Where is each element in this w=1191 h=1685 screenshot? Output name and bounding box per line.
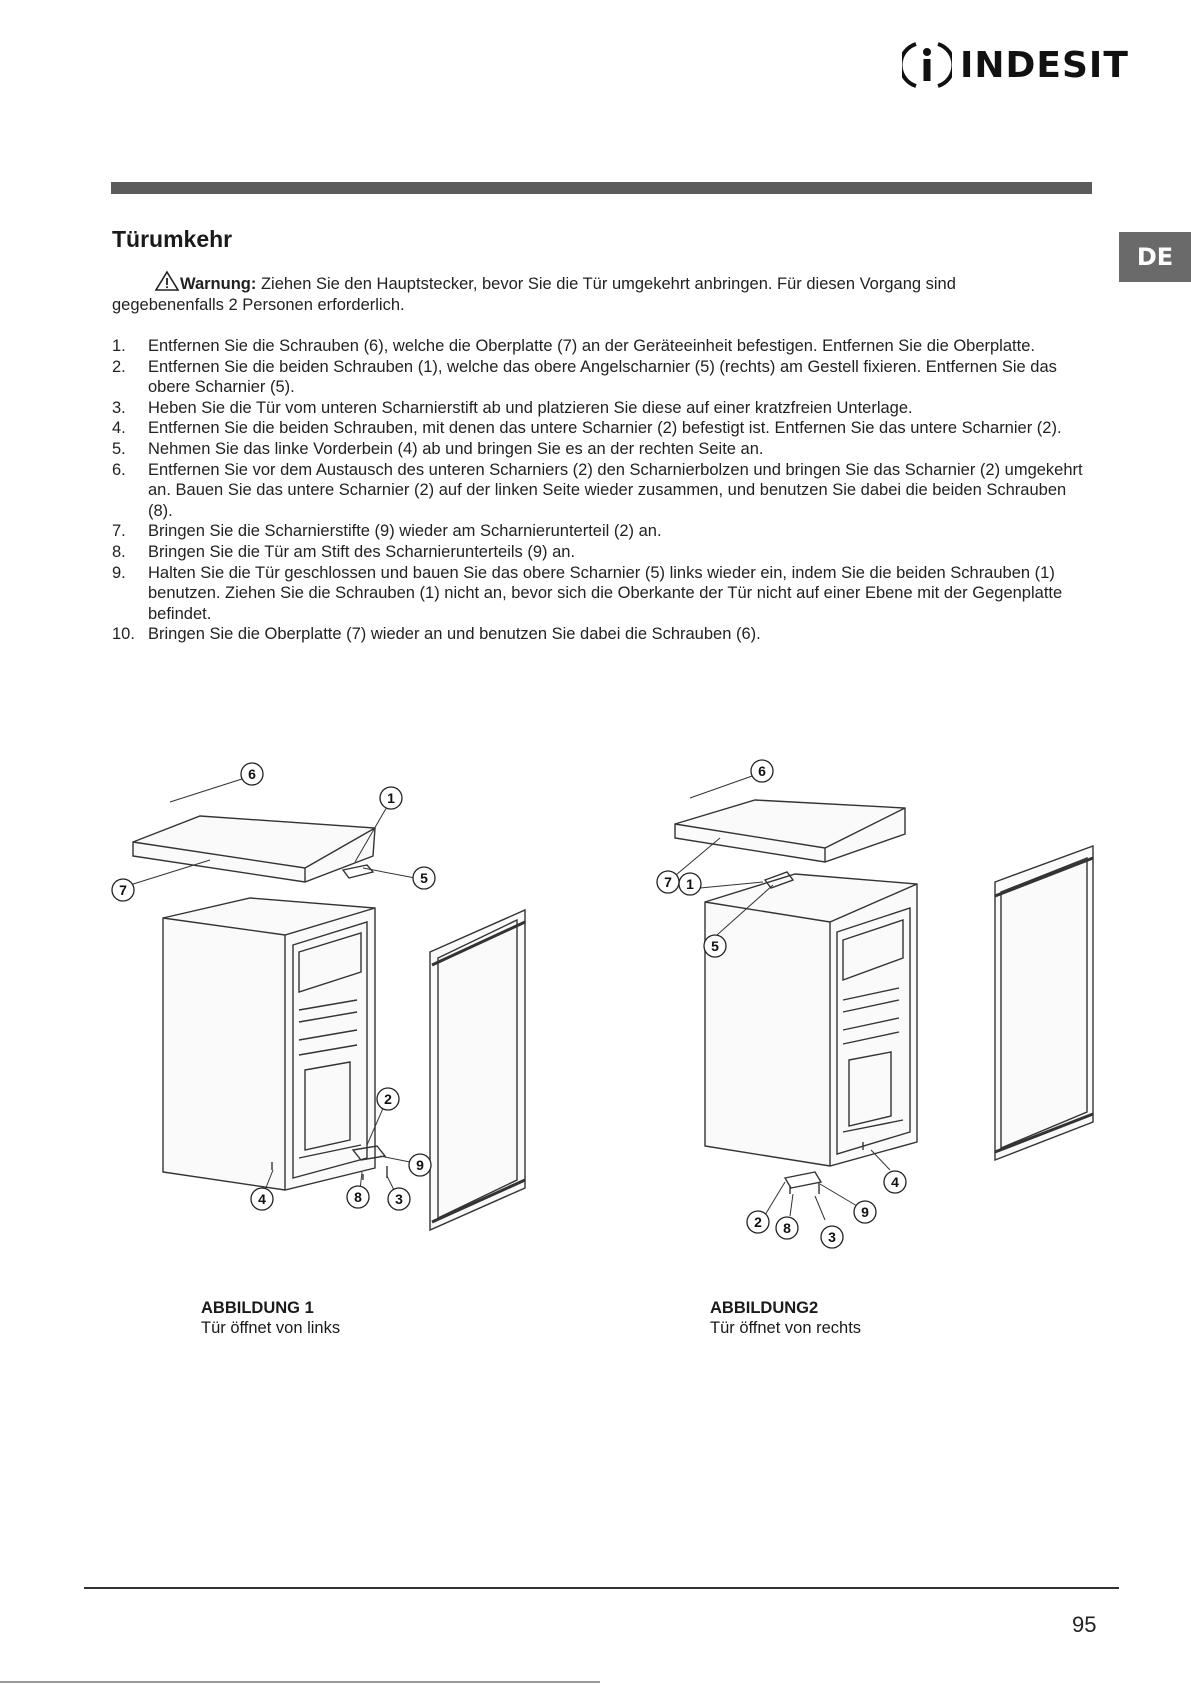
callout-label: 5 xyxy=(420,870,428,886)
brand-logo xyxy=(902,38,1129,92)
step-text: Entfernen Sie die beiden Schrauben, mit denen das untere Scharnier (2) befestigt ist. Entfernen Sie das untere Scharnier (2). xyxy=(148,419,1062,438)
step-text: Nehmen Sie das linke Vorderbein (4) ab und bringen Sie es an der rechten Seite an. xyxy=(148,439,764,458)
warning-label: Warnung: xyxy=(180,275,257,293)
list-item xyxy=(112,563,1090,625)
callout-label: 1 xyxy=(387,790,395,806)
step-text: Bringen Sie die Tür am Stift des Scharnierunterteils (9) an. xyxy=(148,542,576,561)
callout-label: 5 xyxy=(711,938,719,954)
warning-triangle-icon xyxy=(154,270,180,292)
callout-label: 9 xyxy=(861,1204,869,1220)
callout-label: 9 xyxy=(416,1157,424,1173)
list-item xyxy=(112,336,1090,357)
step-number: 10. xyxy=(112,625,135,644)
warning-paragraph xyxy=(112,270,1072,316)
language-tab: DE xyxy=(1119,232,1191,282)
callout-label: 6 xyxy=(758,763,766,779)
step-text: Bringen Sie die Oberplatte (7) wieder an und benutzen Sie dabei die Schrauben (6). xyxy=(148,625,761,644)
figure-1-caption xyxy=(201,1298,340,1338)
callout-label: 4 xyxy=(258,1191,266,1207)
callout-label: 3 xyxy=(828,1229,836,1245)
list-item xyxy=(112,624,1090,645)
figure-2-title: ABBILDUNG2 xyxy=(710,1299,819,1317)
callout-label: 8 xyxy=(354,1189,362,1205)
figure-2-subtitle: Tür öffnet von rechts xyxy=(710,1319,862,1337)
header-rule xyxy=(111,182,1092,194)
callout-label: 1 xyxy=(686,876,694,892)
brand-name: INDESIT xyxy=(960,44,1129,86)
step-number: 1. xyxy=(112,337,126,355)
list-item xyxy=(112,521,1090,542)
callout-label: 4 xyxy=(891,1174,899,1190)
warning-text: Ziehen Sie den Hauptstecker, bevor Sie die Tür umgekehrt anbringen. Für diesen Vorgang sind gegebenenfalls 2 Personen erforderlich. xyxy=(112,275,956,314)
step-text: Entfernen Sie vor dem Austausch des unteren Scharniers (2) den Scharnierbolzen und bringen Sie das Scharnier (2) umgekehrt an. Bauen Sie das untere Scharnier (2) auf der linken Seite wieder zusammen, und benutzen Sie dabei die beiden Schrauben (8). xyxy=(148,460,1083,520)
step-text: Entfernen Sie die Schrauben (6), welche die Oberplatte (7) an der Geräteeinheit befestigen. Entfernen Sie die Oberplatte. xyxy=(148,337,1035,355)
step-text: Entfernen Sie die beiden Schrauben (1), welche das obere Angelscharnier (5) (rechts) am Gestell fixieren. Entfernen Sie das obere Scharnier (5). xyxy=(148,357,1057,397)
fridge-exploded-view-1 xyxy=(105,760,585,1280)
step-number: 6. xyxy=(112,460,126,479)
page-number: 95 xyxy=(1072,1612,1097,1637)
figure-1-title: ABBILDUNG 1 xyxy=(201,1299,314,1317)
footer-rule xyxy=(84,1587,1119,1589)
step-number: 4. xyxy=(112,419,126,438)
figure-2-caption xyxy=(710,1298,861,1338)
callout-label: 2 xyxy=(384,1091,392,1107)
step-number: 8. xyxy=(112,542,126,561)
instruction-list xyxy=(112,336,1090,645)
step-number: 9. xyxy=(112,563,126,582)
figure-2-diagram xyxy=(645,750,1125,1280)
callout-label: 2 xyxy=(754,1214,762,1230)
step-number: 5. xyxy=(112,439,126,458)
indesit-logo-icon xyxy=(902,38,952,92)
callout-label: 6 xyxy=(248,766,256,782)
step-number: 3. xyxy=(112,398,126,417)
step-text: Bringen Sie die Scharnierstifte (9) wieder am Scharnierunterteil (2) an. xyxy=(148,522,662,541)
step-text: Heben Sie die Tür vom unteren Scharnierstift ab und platzieren Sie diese auf einer kratzfreien Unterlage. xyxy=(148,398,913,417)
callout-label: 7 xyxy=(119,882,127,898)
page-title: Türumkehr xyxy=(112,226,233,252)
step-text: Halten Sie die Tür geschlossen und bauen Sie das obere Scharnier (5) links wieder ein, indem Sie die beiden Schrauben (1) benutzen. Ziehen Sie die Schrauben (1) nicht an, bevor sich die Oberkante der Tür nicht auf einer Ebene mit der Gegenplatte befindet. xyxy=(148,563,1063,623)
fridge-exploded-view-2 xyxy=(645,750,1125,1280)
list-item xyxy=(112,398,1090,419)
figure-1-subtitle: Tür öffnet von links xyxy=(201,1319,341,1337)
list-item xyxy=(112,542,1090,563)
figure-1-diagram xyxy=(105,760,585,1280)
callout-label: 3 xyxy=(395,1191,403,1207)
callout-label: 7 xyxy=(664,874,672,890)
scan-edge-line xyxy=(0,1681,600,1683)
step-number: 7. xyxy=(112,522,126,541)
step-number: 2. xyxy=(112,357,126,376)
list-item xyxy=(112,357,1090,398)
list-item xyxy=(112,439,1090,460)
list-item xyxy=(112,418,1090,439)
list-item xyxy=(112,460,1090,522)
callout-label: 8 xyxy=(783,1220,791,1236)
